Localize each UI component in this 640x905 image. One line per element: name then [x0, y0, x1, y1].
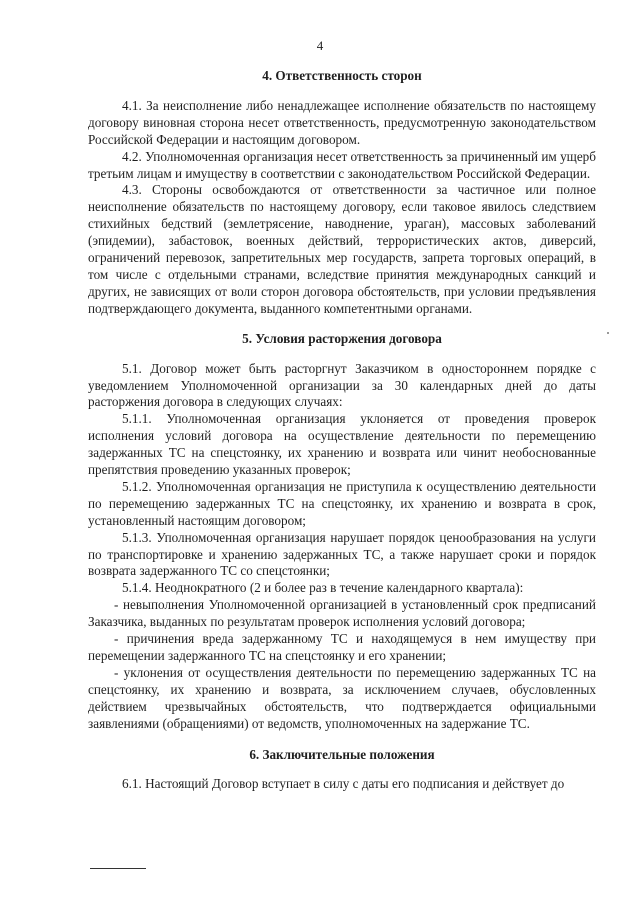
- section-4-heading: 4. Ответственность сторон: [262, 68, 422, 83]
- paragraph-6-1: 6.1. Настоящий Договор вступает в силу с даты его подписания и действует до: [122, 776, 565, 792]
- margin-mark: [607, 332, 609, 334]
- paragraph-5-1-1: 5.1.1. Уполномоченная организация уклоняется от проведения проверок исполнения условий договора на осуществление деятельности по перемещению задержанных ТС на спецстоянку, их хранению и возврата или чинит необоснованные препятствия проведению указанных проверок;: [88, 411, 596, 478]
- paragraph-4-2: 4.2. Уполномоченная организация несет ответственность за причиненный им ущерб третьим лицам и имуществу в соответствии с законодательством Российской Федерации.: [88, 148, 596, 181]
- page-number: 4: [316, 38, 324, 53]
- document-body: [88, 68, 596, 793]
- paragraph-5-1: 5.1. Договор может быть расторгнут Заказчиком в одностороннем порядке с уведомлением Уполномоченной организации за 30 календарных дней до даты расторжения договора в следующих случаях:: [88, 360, 596, 410]
- section-5-heading: 5. Условия расторжения договора: [242, 330, 442, 346]
- list-item: - причинения вреда задержанному ТС и находящемуся в нем имуществу при перемещении задержанного ТС на спецстоянку и его хранении;: [88, 631, 596, 663]
- section-6-heading: 6. Заключительные положения: [249, 746, 435, 762]
- paragraph-4-1: 4.1. За неисполнение либо ненадлежащее исполнение обязательств по настоящему договору виновная сторона несет ответственность, предусмотренную законодательством Российской Федерации и настоящим договором.: [88, 97, 596, 147]
- paragraph-5-1-2: 5.1.2. Уполномоченная организация не приступила к осуществлению деятельности по перемещению задержанных ТС на спецстоянку, их хранению и возврата в срок, установленный настоящим договором;: [88, 478, 596, 528]
- paragraph-4-3: 4.3. Стороны освобождаются от ответственности за частичное или полное неисполнение обязательств по настоящему договору, если таковое явилось следствием стихийных бедствий (землетрясение, наводнение, ураган), массовых заболеваний (эпидемии), забастовок, военных действий, террористических актов, диверсий, ограничений перевозок, запретительных мер государств, запрета торговых операций, в том числе с отдельными странами, вследствие принятия международных санкций и других, не зависящих от воли сторон договора обстоятельств, при условии предъявления подтверждающего документа, выданного компетентными органами.: [88, 182, 596, 316]
- list-item: - уклонения от осуществления деятельности по перемещению задержанных ТС на спецстоянку, их хранению и возврата, за исключением случаев, обусловленных действием чрезвычайных обстоятельств, что подтверждается официальными заявлениями (обращениями) от ведомств, уполномоченных на задержание ТС.: [88, 664, 596, 731]
- footer-divider: [90, 868, 146, 869]
- paragraph-5-1-3: 5.1.3. Уполномоченная организация нарушает порядок ценообразования на услуги по транспортировке и хранению задержанных ТС, а также нарушает сроки и порядок возврата задержанного ТС со спецстоянки;: [88, 529, 596, 579]
- paragraph-5-1-4: 5.1.4. Неоднократного (2 и более раз в течение календарного квартала):: [122, 580, 524, 596]
- list-item: - невыполнения Уполномоченной организацией в установленный срок предписаний Заказчика, выданных по результатам проверок исполнения условий договора;: [88, 597, 596, 630]
